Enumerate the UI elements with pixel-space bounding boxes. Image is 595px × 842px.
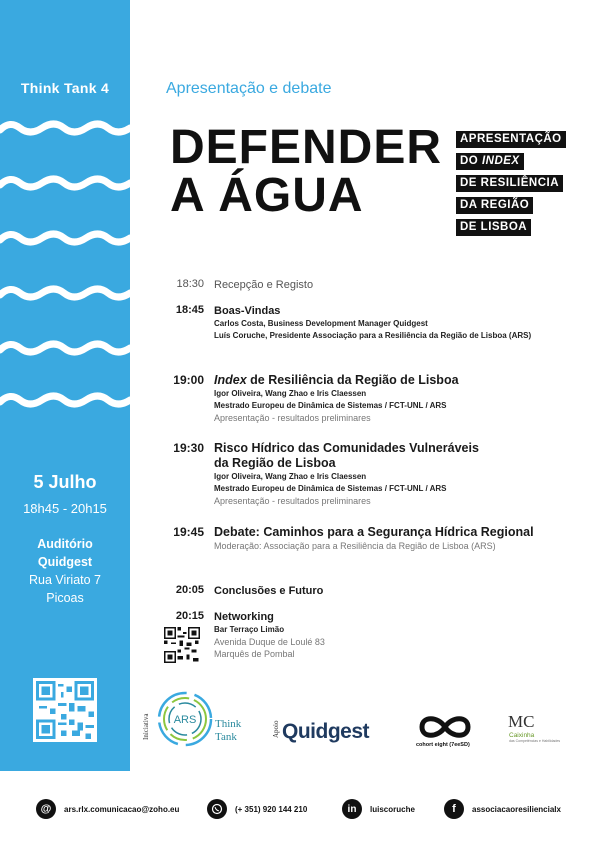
phone-text: (+ 351) 920 144 210 [235, 804, 308, 814]
program-affiliation: Mestrado Europeu de Dinâmica de Sistemas / FCT-UNL / ARS [214, 401, 447, 410]
event-subtitle: Apresentação e debate [166, 80, 332, 97]
program-address: Marquês de Pombal [214, 649, 295, 659]
tank-word: Tank [215, 731, 237, 743]
event-time: 18h45 - 20h15 [23, 501, 107, 516]
quidgest-logo: Quidgest [282, 720, 370, 743]
program-address: Avenida Duque de Loulé 83 [214, 637, 325, 647]
topic-label-2 [456, 153, 524, 170]
program-title: Recepção e Registo [214, 279, 314, 291]
program-speaker: Luís Coruche, Presidente Associação para a Resiliência da Região de Lisboa (ARS) [214, 331, 532, 340]
email-contact[interactable] [36, 799, 179, 819]
at-icon: @ [36, 799, 56, 819]
initiative-label: Iniciativa [142, 713, 150, 740]
headline-line-1: DEFENDER [170, 121, 443, 174]
program-location: Bar Terraço Limão [214, 625, 285, 634]
support-label: Apoio [272, 720, 280, 738]
topic-label-3: DE RESILIÊNCIA [456, 175, 563, 192]
program-time: 18:45 [175, 304, 204, 316]
program-time: 20:05 [175, 584, 204, 596]
infinity-logo-icon [416, 712, 474, 742]
whatsapp-icon [207, 799, 227, 819]
program-speaker: Carlos Costa, Business Development Manager Quidgest [214, 319, 428, 328]
topic-label-5: DE LISBOA [456, 219, 531, 236]
topic-label-2-prefix: DO [460, 155, 482, 167]
mc-logo: MC [508, 712, 535, 731]
program-title-line-1: Risco Hídrico das Comunidades Vulneráveis [214, 441, 479, 455]
think-word: Think [215, 718, 242, 730]
program-title: Boas-Vindas [214, 305, 281, 317]
partner-logos [140, 690, 595, 760]
program-time: 20:15 [175, 610, 204, 622]
topic-label-2-italic: INDEX [481, 155, 520, 167]
program-time: 19:30 [173, 441, 204, 455]
program-note: Apresentação - resultados preliminares [214, 496, 371, 506]
contact-footer [0, 771, 595, 842]
headline-line-2: A ÁGUA [170, 169, 364, 222]
mc-logo-tagline: das Competências e Habilidades [509, 739, 561, 743]
topic-labels [456, 131, 566, 241]
venue-line-2: Quidgest [37, 555, 93, 569]
qr-code-icon[interactable] [33, 678, 97, 742]
address-line-2: Picoas [46, 591, 84, 605]
topic-label-1: APRESENTAÇÃO [456, 131, 566, 148]
sidebar [0, 0, 130, 771]
wave-icon [0, 110, 130, 410]
think-tank-title: Think Tank 4 [20, 80, 110, 96]
program-speaker: Igor Oliveira, Wang Zhao e Iris Claessen [214, 389, 367, 398]
ars-logo-icon [156, 690, 214, 748]
event-date: 5 Julho [33, 472, 97, 492]
program-title-italic: Index [214, 373, 247, 387]
facebook-icon: f [444, 799, 464, 819]
program-time: 19:45 [173, 525, 204, 539]
venue-line-1: Auditório [37, 537, 93, 551]
cohort-eight-logo: cohort eight (7eeSD) [416, 742, 470, 748]
program-time: 19:00 [173, 373, 204, 387]
program-title: Conclusões e Futuro [214, 585, 324, 597]
think-tank-logo-text [215, 718, 241, 744]
facebook-contact[interactable] [444, 799, 561, 819]
phone-contact[interactable] [207, 799, 307, 819]
mc-logo-subtitle: Caixinha [509, 732, 535, 739]
linkedin-icon: in [342, 799, 362, 819]
qr-code-icon[interactable] [164, 627, 200, 663]
program-title [214, 373, 584, 388]
program-title-line-2: da Região de Lisboa [214, 456, 336, 470]
program-note: Apresentação - resultados preliminares [214, 413, 371, 423]
email-text: ars.rlx.comunicacao@zoho.eu [64, 804, 180, 814]
program-title: Debate: Caminhos para a Segurança Hídrica Regional [214, 525, 534, 539]
linkedin-text: luiscoruche [370, 804, 415, 814]
facebook-text: associacaoresiliencialx [472, 804, 561, 814]
program-time: 18:30 [176, 278, 204, 290]
program-title: Networking [214, 611, 274, 623]
linkedin-contact[interactable] [342, 799, 415, 819]
address-line-1: Rua Viriato 7 [28, 573, 102, 587]
program-note: Moderação: Associação para a Resiliência da Região de Lisboa (ARS) [214, 541, 496, 551]
program-title-rest: de Resiliência da Região de Lisboa [246, 373, 459, 387]
topic-label-4: DA REGIÃO [456, 197, 533, 214]
event-venue [0, 535, 130, 607]
ars-logo-text: ARS [173, 714, 197, 726]
program-affiliation: Mestrado Europeu de Dinâmica de Sistemas / FCT-UNL / ARS [214, 484, 447, 493]
program-speaker: Igor Oliveira, Wang Zhao e Iris Claessen [214, 472, 367, 481]
page-title [170, 121, 443, 222]
